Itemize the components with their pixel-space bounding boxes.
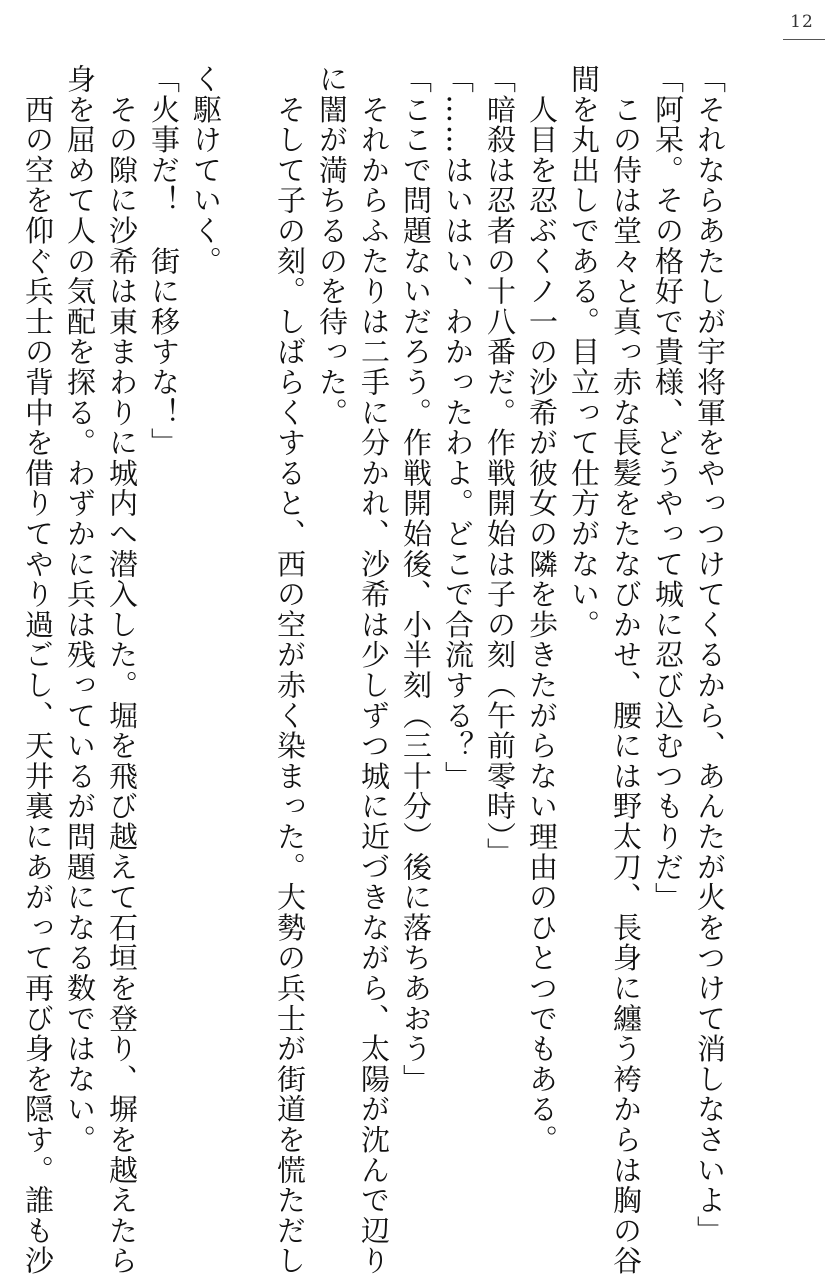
text-line: 身を屈めて人の気配を探る。わずかに兵は残っているが問題になる数ではない。 xyxy=(63,64,97,1155)
text-line: 「……はいはい、わかったわよ。どこで合流する？」 xyxy=(441,64,475,792)
text-line: に闇が満ちるのを待った。 xyxy=(315,64,349,428)
text-line: 「阿呆。その格好で貴様、どうやって城に忍び込むつもりだ」 xyxy=(651,64,685,913)
text-line: 人目を忍ぶくノ一の沙希が彼女の隣を歩きたがらない理由のひとつでもある。 xyxy=(525,64,559,1155)
text-line: その隙に沙希は東まわりに城内へ潜入した。堀を飛び越えて石垣を登り、塀を越えたら xyxy=(105,64,139,1276)
text-line: 西の空を仰ぐ兵士の背中を借りてやり過ごし、天井裏にあがって再び身を隠す。誰も沙 xyxy=(21,64,55,1276)
text-line: 間を丸出しである。目立って仕方がない。 xyxy=(567,64,601,640)
text-line: 「それならあたしが宇将軍をやっつけてくるから、あんたが火をつけて消しなさいよ」 xyxy=(693,64,727,1246)
text-line: そして子の刻。しばらくすると、西の空が赤く染まった。大勢の兵士が街道を慌ただし xyxy=(273,64,307,1276)
text-line: 「暗殺は忍者の十八番だ。作戦開始は子の刻（午前零時）」 xyxy=(483,64,517,868)
text-line: 「火事だ！ 街に移すな！」 xyxy=(147,64,181,458)
text-line: 「ここで問題ないだろう。作戦開始後、小半刻（三十分）後に落ちあおう」 xyxy=(399,64,433,1095)
page-number: 12 xyxy=(790,12,814,32)
text-line: それからふたりは二手に分かれ、沙希は少しずつ城に近づきながら、太陽が沈んで辺り xyxy=(357,64,391,1276)
page-number-rule xyxy=(783,39,825,40)
text-line: この侍は堂々と真っ赤な長髪をたなびかせ、腰には野太刀、長身に纏う袴からは胸の谷 xyxy=(609,64,643,1276)
vertical-text-body xyxy=(17,64,731,1276)
text-line: く駆けていく。 xyxy=(189,64,223,277)
